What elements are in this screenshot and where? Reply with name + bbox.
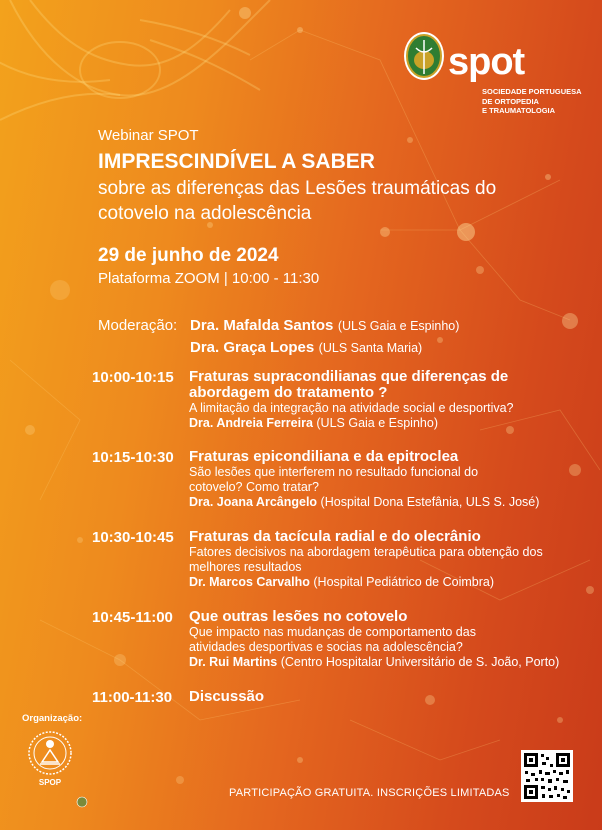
session-speaker-line <box>189 575 569 590</box>
session-speaker-line <box>189 495 569 510</box>
session-speaker-line <box>189 655 569 670</box>
webinar-title: IMPRESCINDÍVEL A SABER <box>98 150 375 173</box>
brand-wordmark: spot <box>448 41 525 83</box>
session-description: A limitação da integração na atividade social e desportiva? <box>189 401 514 415</box>
moderator-2 <box>190 339 422 357</box>
moderator-institution: (ULS Gaia e Espinho) <box>337 319 460 333</box>
organization-label: Organização: <box>22 713 83 724</box>
session-title: Fraturas epicondiliana e da epitroclea <box>189 448 459 465</box>
spot-logo <box>402 30 582 120</box>
elbow-xray-icon <box>0 0 270 120</box>
moderation-label: Moderação: <box>98 317 178 334</box>
session-speaker: Dr. Rui Martins <box>189 655 278 669</box>
moderator-1 <box>190 317 459 335</box>
webinar-subtitle: sobre as diferenças das Lesões traumáticas do cotovelo na adolescência <box>98 178 497 224</box>
session-institution: (ULS Gaia e Espinho) <box>316 416 438 430</box>
session-description: São lesões que interferem no resultado funcional do cotovelo? Como tratar? <box>189 465 479 494</box>
session-speaker: Dra. Joana Arcângelo <box>189 495 318 509</box>
qr-code-icon[interactable] <box>521 750 573 802</box>
moderator-name: Dra. Mafalda Santos <box>190 317 334 334</box>
footer-note: PARTICIPAÇÃO GRATUITA. INSCRIÇÕES LIMITADAS <box>229 787 510 799</box>
session-item <box>189 449 569 510</box>
session-item <box>189 609 569 670</box>
session-speaker: Dr. Marcos Carvalho <box>189 575 310 589</box>
partner-logo-icon <box>76 796 88 808</box>
event-platform: Plataforma ZOOM | 10:00 - 11:30 <box>98 270 320 287</box>
session-title: Fraturas supracondilianas que diferenças de abordagem do tratamento ? <box>189 368 509 401</box>
session-title: Discussão <box>189 688 265 705</box>
spop-logo-icon <box>24 730 76 788</box>
event-date: 29 de junho de 2024 <box>98 245 279 266</box>
session-speaker-line <box>189 416 569 431</box>
session-time: 10:15-10:30 <box>92 449 174 466</box>
spot-emblem-icon <box>402 30 446 82</box>
moderator-institution: (ULS Santa Maria) <box>318 341 423 355</box>
session-institution: (Hospital Dona Estefânia, ULS S. José) <box>320 495 540 509</box>
session-time: 10:45-11:00 <box>92 609 173 626</box>
session-description: Fatores decisivos na abordagem terapêutica para obtenção dos melhores resultados <box>189 545 543 574</box>
session-item <box>189 369 569 431</box>
session-institution: (Hospital Pediátrico de Coimbra) <box>313 575 495 589</box>
webinar-series: Webinar SPOT <box>98 127 199 144</box>
session-time: 10:30-10:45 <box>92 529 174 546</box>
session-time: 11:00-11:30 <box>92 689 173 706</box>
session-title: Fraturas da tacícula radial e do olecrânio <box>189 528 481 545</box>
session-time: 10:00-10:15 <box>92 369 174 386</box>
brand-subtitle: SOCIEDADE PORTUGUESA DE ORTOPEDIA E TRAUMATOLOGIA <box>482 87 582 115</box>
spop-logo-text: SPOP <box>38 778 62 787</box>
session-title: Que outras lesões no cotovelo <box>189 608 408 625</box>
session-item <box>189 529 569 590</box>
session-institution: (Centro Hospitalar Universitário de S. João, Porto) <box>280 655 560 669</box>
moderator-name: Dra. Graça Lopes <box>190 339 315 356</box>
session-speaker: Dra. Andreia Ferreira <box>189 416 313 430</box>
session-item <box>189 689 569 705</box>
session-description: Que impacto nas mudanças de comportamento das atividades desportivas e socias na adolescência? <box>189 625 476 654</box>
